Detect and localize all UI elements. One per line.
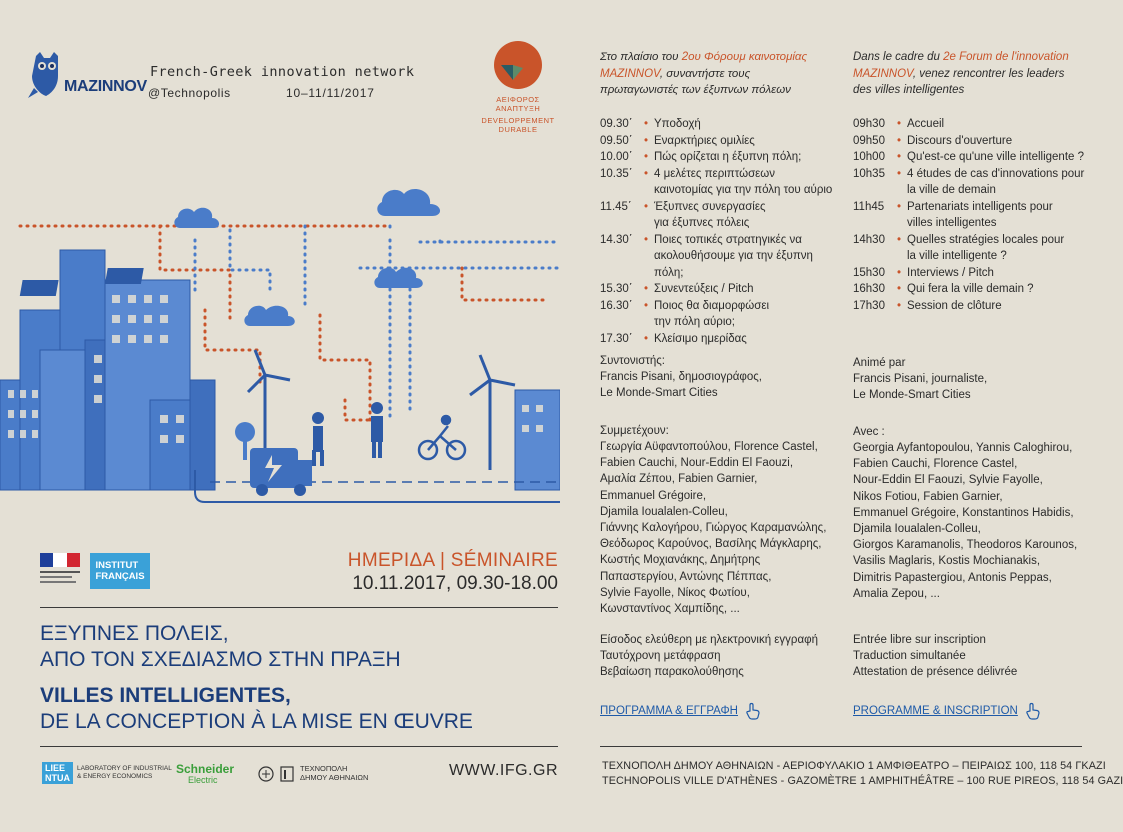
cloud-icon	[174, 189, 440, 326]
program-label: 4 études de cas d'innovations pour la ville de demain	[907, 167, 1085, 196]
program-row	[853, 199, 1093, 232]
program-time: 15h30	[853, 266, 885, 279]
greek-intro-e: πρωταγωνιστές των έξυπνων πόλεων	[600, 84, 791, 96]
program-row	[853, 166, 1093, 199]
schneider-label: Schneider	[176, 762, 235, 776]
program-label: Συνεντεύξεις / Pitch	[654, 283, 754, 295]
program-label: Ποιες τοπικές στρατηγικές να ακολουθήσουμε για την έξυπνη πόλη;	[654, 233, 813, 279]
program-row	[853, 298, 1093, 315]
french-intro-c: MAZINNOV	[853, 67, 913, 80]
program-row	[853, 116, 1093, 133]
program-row	[600, 133, 840, 150]
greek-intro-c: MAZINNOV	[600, 67, 660, 80]
greek-intro-d: , συναντήστε τους	[659, 67, 751, 80]
program-label: Κλείσιμο ημερίδας	[654, 332, 747, 345]
person-icon	[371, 402, 383, 458]
program-time: 09h30	[853, 118, 885, 130]
french-intro	[853, 49, 1069, 99]
greek-program-registration-link[interactable]	[600, 702, 762, 720]
program-time: 10.00΄	[600, 151, 633, 163]
greek-moderator-title: Συντονιστής:	[600, 355, 666, 367]
brand-name: MAZINNOV	[64, 78, 147, 95]
title-greek-1: ΕΞΥΠΝΕΣ ΠΟΛΕΙΣ,	[40, 622, 229, 645]
institut-francais-logo	[90, 553, 150, 589]
program-time: 09.30΄	[600, 118, 633, 130]
event-datetime: 10.11.2017, 09.30-18.00	[352, 573, 558, 594]
title-greek-2: ΑΠΟ ΤΟΝ ΣΧΕΔΙΑΣΜΟ ΣΤΗΝ ΠΡΑΞΗ	[40, 648, 401, 671]
program-label: Quelles stratégies locales pour la ville intelligente ?	[907, 233, 1065, 262]
cyclist-icon	[419, 416, 465, 459]
schneider-electric-logo	[176, 764, 234, 786]
event-type: ΗΜΕΡΙΔΑ | SÉMINAIRE	[347, 550, 558, 571]
divider	[40, 607, 558, 608]
program-row	[853, 133, 1093, 150]
program-time: 14.30΄	[600, 233, 633, 246]
program-time: 15.30΄	[600, 283, 633, 295]
program-time: 10.35΄	[600, 167, 633, 180]
greek-participants: Γεωργία Αϋφαντοπούλου, Florence Castel, Fabien Cauchi, Nour-Eddin El Faouzi, Αμαλία Ζέπου, Fabien Garnier, Emmanuel Grégoire, Djamila Ioualalen-Colleu, Γιάννης Καλογήρου, Γιώργος Καραμανώλης, Θεόδωρος Καρούνος, Βασίλης Μάγκλαρης, Κωστής Μοχιανάκης, Δημήτρης Παπαστεργίου, Αντώνης Πέππας, Sylvie Fayolle, Νίκος Φωτίου, Κωνσταντίνος Χαμπίδης, ...	[600, 441, 827, 616]
brand-dates: 10–11/11/2017	[286, 86, 375, 100]
greek-link-label[interactable]: ΠΡΟΓΡΑΜΜΑ & ΕΓΓΡΑΦΗ	[600, 705, 738, 717]
program-time: 17h30	[853, 299, 885, 312]
program-label: Ποιος θα διαμορφώσει την πόλη αύριο;	[654, 299, 770, 328]
owl-icon	[28, 50, 64, 98]
bullet: •	[644, 134, 649, 147]
bullet: •	[897, 118, 902, 130]
program-label: Υποδοχή	[654, 118, 701, 130]
program-time: 17.30΄	[600, 332, 633, 345]
bullet: •	[897, 266, 902, 279]
bullet: •	[897, 167, 902, 180]
french-intro-e: des villes intelligentes	[853, 84, 965, 96]
crest-icon	[258, 766, 274, 782]
program-time: 11h45	[853, 200, 885, 213]
website-link[interactable]: WWW.IFG.GR	[449, 762, 558, 779]
program-row	[600, 149, 840, 166]
program-label: 4 μελέτες περιπτώσεων καινοτομίας για την πόλη του αύριο	[654, 167, 833, 196]
ev-car-icon	[250, 448, 312, 496]
greek-program	[600, 116, 840, 347]
footer-address-french: TECHNOPOLIS VILLE D'ATHÈNES - GAZOMÈTRE 1 AMPHITHÉÂTRE – 100 RUE PIREOS, 118 54 GAZI	[602, 775, 1123, 787]
tricolor-flag-icon	[40, 553, 80, 567]
sustainable-gr: ΑΕΙΦΟΡΟΣ ΑΝΑΠΤΥΞΗ	[495, 95, 541, 113]
program-label: Discours d'ouverture	[907, 134, 1013, 147]
french-intro-d: , venez rencontrer les leaders	[912, 67, 1065, 80]
french-practical: Entrée libre sur inscription Traduction simultanée Attestation de présence délivrée	[853, 634, 1018, 679]
technopoli-label: ΤΕΧΝΟΠΟΛΗ ΔΗΜΟΥ ΑΘΗΝΑΙΩΝ	[300, 764, 369, 782]
brand-tagline: French-Greek innovation network	[150, 64, 415, 80]
liee-acronym: LIEE	[45, 763, 66, 773]
program-row	[600, 331, 840, 348]
greek-practical: Είσοδος ελεύθερη με ηλεκτρονική εγγραφή Ταυτόχρονη μετάφραση Βεβαίωση παρακολούθησης	[600, 634, 818, 679]
mazinnov-logo	[28, 50, 148, 100]
greek-participants-title: Συμμετέχουν:	[600, 425, 669, 437]
bullet: •	[897, 233, 902, 246]
footer-divider	[600, 746, 1082, 747]
program-row	[853, 281, 1093, 298]
footer-address-greek: ΤΕΧΝΟΠΟΛΗ ΔΗΜΟΥ ΑΘΗΝΑΙΩΝ - ΑΕΡΙΟΦΥΛΑΚΙΟ 1 ΑΜΦΙΘΕΑΤΡΟ – ΠΕΙΡΑΙΩΣ 100, 118 54 ΓΚΑΖΙ	[602, 760, 1106, 772]
program-row	[853, 265, 1093, 282]
bullet: •	[644, 299, 649, 312]
program-row	[600, 116, 840, 133]
bullet: •	[897, 134, 902, 147]
sustainable-logo	[478, 38, 558, 138]
divider	[40, 746, 558, 747]
program-label: Qu'est-ce qu'une ville intelligente ?	[907, 151, 1084, 163]
title-french-2: DE LA CONCEPTION À LA MISE EN ŒUVRE	[40, 710, 473, 733]
bullet: •	[897, 200, 902, 213]
bullet: •	[644, 233, 649, 246]
french-program	[853, 116, 1093, 314]
program-time: 09h50	[853, 134, 885, 147]
program-label: Πώς ορίζεται η έξυπνη πόλη;	[654, 151, 802, 163]
bullet: •	[644, 118, 649, 130]
institut-francais-label: INSTITUT FRANÇAIS	[95, 560, 145, 582]
pointer-hand-icon	[744, 702, 762, 720]
french-moderator-title: Animé par	[853, 357, 906, 369]
lab-title: LABORATORY OF INDUSTRIAL & ENERGY ECONOMICS	[77, 765, 172, 780]
french-intro-a: Dans le cadre du	[853, 51, 944, 63]
program-label: Qui fera la ville demain ?	[907, 283, 1034, 295]
bullet: •	[897, 299, 902, 312]
brand-venue: @Technopolis	[148, 86, 231, 100]
bullet: •	[644, 332, 649, 345]
program-row	[853, 232, 1093, 265]
french-embassy-logo	[40, 553, 86, 593]
program-row	[600, 232, 840, 282]
program-label: Έξυπνες συνεργασίες για έξυπνες πόλεις	[654, 200, 766, 229]
technopoli-logo	[258, 765, 368, 782]
greek-intro-a: Στο πλαίσιο του	[600, 51, 682, 63]
bullet: •	[897, 283, 902, 295]
technopoli-icon	[280, 766, 294, 782]
program-label: Accueil	[907, 118, 945, 130]
program-time: 16h30	[853, 283, 885, 295]
french-link-label[interactable]: PROGRAMME & INSCRIPTION	[853, 705, 1018, 717]
bullet: •	[644, 167, 649, 180]
greek-intro	[600, 49, 807, 99]
program-row	[853, 149, 1093, 166]
liee-ntua-logo	[42, 762, 172, 784]
sustainable-circle-icon	[493, 40, 543, 90]
electric-label: Electric	[188, 775, 218, 785]
ntua-acronym: NTUA	[45, 773, 70, 783]
program-time: 09.50΄	[600, 134, 633, 147]
bullet: •	[644, 151, 649, 163]
bullet: •	[897, 151, 902, 163]
french-participants-title: Avec :	[853, 426, 885, 438]
greek-intro-b: 2ου Φόρουμ καινοτομίας	[681, 51, 808, 63]
french-program-registration-link[interactable]	[853, 702, 1042, 720]
program-label: Εναρκτήριες ομιλίες	[654, 134, 755, 147]
greek-moderator: Francis Pisani, δημοσιογράφος, Le Monde-Smart Cities	[600, 371, 763, 400]
pointer-hand-icon	[1024, 702, 1042, 720]
program-time: 10h00	[853, 151, 885, 163]
pedestrian-icon	[312, 412, 324, 466]
program-time: 14h30	[853, 233, 885, 246]
program-label: Interviews / Pitch	[907, 266, 994, 279]
program-row	[600, 281, 840, 298]
bullet: •	[644, 200, 649, 213]
french-moderator: Francis Pisani, journaliste, Le Monde-Smart Cities	[853, 373, 988, 402]
bullet: •	[644, 283, 649, 295]
program-row	[600, 298, 840, 331]
program-label: Partenariats intelligents pour villes intelligentes	[907, 200, 1053, 229]
sustainable-fr: DEVELOPPEMENT DURABLE	[481, 116, 555, 134]
program-time: 10h35	[853, 167, 885, 180]
french-intro-b: 2e Forum de l'innovation	[943, 51, 1069, 63]
road	[195, 470, 560, 502]
program-row	[600, 199, 840, 232]
program-row	[600, 166, 840, 199]
program-time: 16.30΄	[600, 299, 633, 312]
program-time: 11.45΄	[600, 200, 632, 213]
program-label: Session de clôture	[907, 299, 1002, 312]
smart-city-illustration	[0, 170, 560, 510]
french-participants: Georgia Ayfantopoulou, Yannis Caloghirou, Fabien Cauchi, Florence Castel, Nour-Eddin El Faouzi, Sylvie Fayolle, Nikos Fotiou, Fabien Garnier, Emmanuel Grégoire, Konstantinos Habidis, Djamila Ioualalen-Colleu, Giorgos Karamanolis, Theodoros Karounos, Vasilis Maglaris, Kostis Mochianakis, Dimitris Papastergiou, Antonis Peppas, Amalia Zepou, ...	[853, 442, 1078, 600]
title-french-1: VILLES INTELLIGENTES,	[40, 684, 291, 707]
